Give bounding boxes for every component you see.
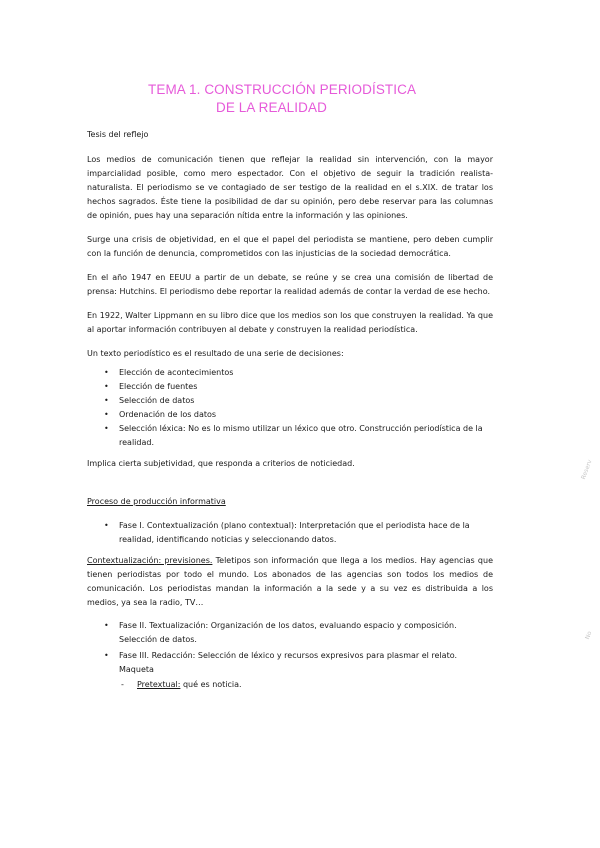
document-title <box>148 81 438 117</box>
list-item-fase2: • Fase II. Textualización: Organización de los datos, evaluando espacio y composición. Selección de datos. <box>87 619 493 647</box>
paragraph-implica: Implica cierta subjetividad, que responda a criterios de noticiedad. <box>87 459 355 468</box>
paragraph-previsiones <box>87 554 493 610</box>
decisions-list <box>87 366 493 450</box>
title-line-1: TEMA 1. CONSTRUCCIÓN PERIODÍSTICA <box>148 82 417 97</box>
paragraph-3: En el año 1947 en EEUU a partir de un debate, se reúne y se crea una comisión de libertad de prensa: Hutchins. El periodismo debe reportar la realidad además de contar la verdad de ese hecho. <box>87 273 493 296</box>
list-item: • Ordenación de los datos <box>87 408 493 422</box>
section-heading-tesis: Tesis del reflejo <box>87 130 149 139</box>
paragraph-2: Surge una crisis de objetividad, en el que el papel del periodista se mantiene, pero deben cumplir con la función de denuncia, comprometidos con las injusticias de la sociedad democrática. <box>87 235 493 258</box>
paragraph-4: En 1922, Walter Lippmann en su libro dice que los medios son los que construyen la realidad. Ya que al aportar información contribuyen al debate y construyen la realidad periodística. <box>87 311 493 334</box>
watermark-text-1: Reserv <box>580 458 594 481</box>
document-body <box>87 128 493 692</box>
previsiones-label: Contextualización: previsiones. <box>87 556 213 565</box>
previsiones-text: Teletipos son información que llega a los medios. Hay agencias que tienen periodistas por todo el mundo. Los abonados de las agencias son todos los medios de comunicación. Los periodistas mandan la información a la sede y a su vez es distribuida a los medios, ya sea la radio, TV… <box>87 556 494 607</box>
paragraph-5: Un texto periodístico es el resultado de una serie de decisiones: <box>87 349 344 358</box>
pretextual-label: Pretextual: <box>137 680 181 689</box>
list-item: • Elección de fuentes <box>87 380 493 394</box>
paragraph-1: Los medios de comunicación tienen que reflejar la realidad sin intervención, con la mayor imparcialidad posible, como mero espectador. Con el objetivo de seguir la tradición realista-naturalista. El periodismo se ve contagiado de ser testigo de la realidad en el s.XIX. de tratar los hechos sagrados. Éste tiene la posibilidad de dar su opinión, pero debe reservar para las columnas de opinión, pues hay una separación nítida entre la información y las opiniones. <box>87 155 493 220</box>
list-item-fase3: • Fase III. Redacción: Selección de léxico y recursos expresivos para plasmar el relato. Maqueta <box>87 649 493 677</box>
list-item: • Elección de acontecimientos <box>87 366 493 380</box>
section-heading-proceso: Proceso de producción informativa <box>87 497 226 506</box>
list-item-fase1: • Fase I. Contextualización (plano contextual): Interpretación que el periodista hace de la realidad, identificando noticias y seleccionando datos. <box>87 519 493 547</box>
sub-item-pretextual <box>87 678 493 692</box>
section-proceso <box>87 495 493 692</box>
pretextual-text: qué es noticia. <box>180 680 242 689</box>
fase1-list <box>87 519 493 547</box>
list-item: • Selección de datos <box>87 394 493 408</box>
list-item: • Selección léxica: No es lo mismo utilizar un léxico que otro. Construcción periodística de la realidad. <box>87 422 493 450</box>
fases-list <box>87 619 493 677</box>
watermark-text-2: No <box>584 630 594 641</box>
title-line-2: DE LA REALIDAD <box>216 100 327 115</box>
